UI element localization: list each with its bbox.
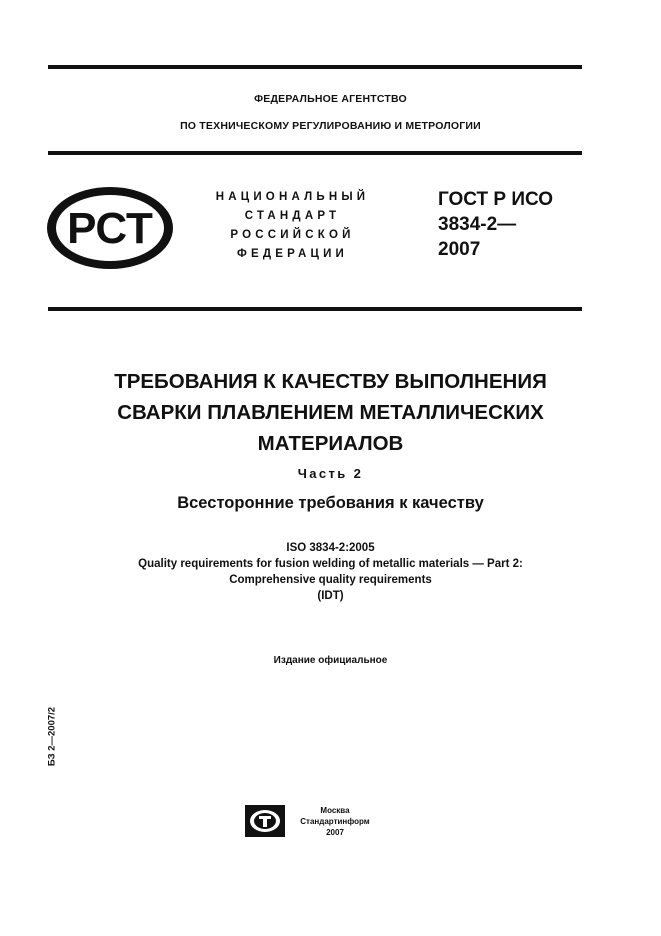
title-line: СВАРКИ ПЛАВЛЕНИЕМ МЕТАЛЛИЧЕСКИХ (117, 401, 544, 424)
iso-reference (0, 540, 661, 604)
side-note-text: БЗ 2—2007/2 (46, 706, 58, 767)
section-rule (48, 307, 582, 311)
agency-line-2: ПО ТЕХНИЧЕСКОМУ РЕГУЛИРОВАНИЮ И МЕТРОЛОГИИ (180, 120, 481, 132)
iso-line: (IDT) (317, 590, 344, 602)
standard-designation (438, 187, 553, 262)
national-standard-line: ФЕДЕРАЦИИ (236, 248, 349, 260)
agency-line-1: ФЕДЕРАЛЬНОЕ АГЕНТСТВО (254, 93, 407, 105)
iso-line: ISO 3834-2:2005 (286, 542, 375, 554)
top-rule (48, 65, 582, 69)
iso-line: Quality requirements for fusion welding of metallic materials — Part 2: (138, 558, 523, 570)
edition-label: Издание официальное (273, 655, 388, 666)
national-standard-block (200, 188, 385, 264)
publisher-year: 2007 (326, 828, 344, 837)
iso-line: Comprehensive quality requirements (229, 574, 432, 586)
national-standard-line: СТАНДАРТ (244, 210, 341, 222)
title-line: ТРЕБОВАНИЯ К КАЧЕСТВУ ВЫПОЛНЕНИЯ (114, 370, 547, 393)
designation-line: 3834-2— (438, 214, 517, 235)
header-rule (48, 151, 582, 155)
publisher-name: Стандартинформ (300, 817, 370, 826)
document-title (0, 366, 661, 459)
title-line: МАТЕРИАЛОВ (257, 432, 404, 455)
designation-line: 2007 (438, 239, 481, 260)
rst-logo-icon (46, 186, 174, 270)
publisher-block (296, 805, 374, 838)
designation-line: ГОСТ Р ИСО (438, 189, 554, 210)
national-standard-line: РОССИЙСКОЙ (230, 229, 355, 241)
document-subtitle: Всесторонние требования к качеству (177, 494, 484, 512)
part-label: Часть 2 (297, 466, 364, 481)
rst-logo-text: РСТ (67, 204, 153, 253)
publisher-city: Москва (320, 806, 350, 815)
national-standard-line: НАЦИОНАЛЬНЫЙ (215, 191, 370, 203)
standartinform-logo-icon (245, 805, 285, 837)
